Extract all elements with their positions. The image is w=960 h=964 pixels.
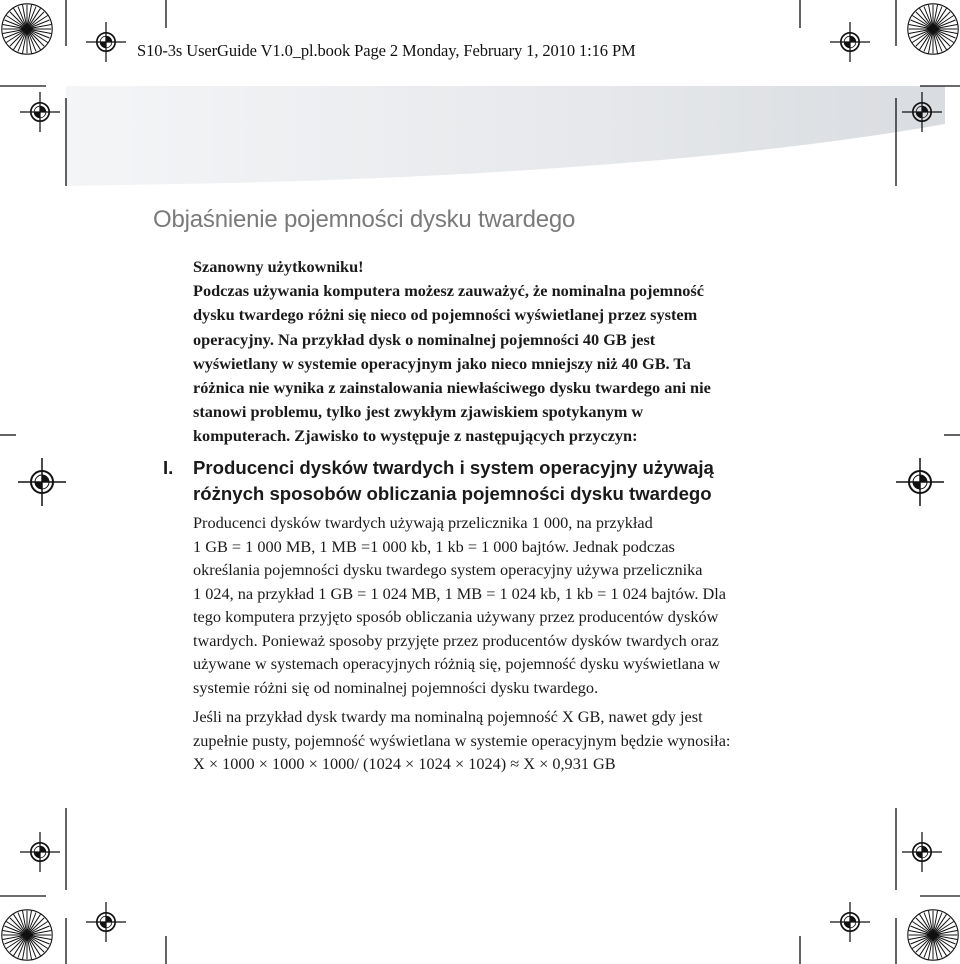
paragraph-line: Producenci dysków twardych używają przelicznika 1 000, na przykład: [193, 513, 653, 532]
registration-mark-bottom-left: [86, 902, 126, 942]
section-heading: [163, 455, 803, 507]
intro-line: różnica nie wynika z zainstalowania niewłaściwego dysku twardego ani nie: [193, 378, 711, 398]
section-title-line: różnych sposobów obliczania pojemności dysku twardego: [193, 483, 712, 504]
section-title-line: Producenci dysków twardych i system operacyjny używają: [193, 457, 714, 478]
page-title: Objaśnienie pojemności dysku twardego: [153, 206, 576, 233]
banner-swoosh: [66, 86, 945, 186]
registration-mark-left-middle: [18, 458, 66, 506]
body-paragraph-2: [193, 705, 813, 776]
body-paragraph-1: [193, 511, 813, 699]
paragraph-line: Jeśli na przykład dysk twardy ma nominalną pojemność X GB, nawet gdy jest: [193, 707, 703, 726]
book-header-info: S10-3s UserGuide V1.0_pl.book Page 2 Monday, February 1, 2010 1:16 PM: [137, 41, 636, 60]
registration-mark-left-upper: [20, 92, 60, 132]
paragraph-line: określania pojemności dysku twardego system operacyjny używa przelicznika: [193, 560, 703, 579]
intro-line: Podczas używania komputera możesz zauważyć, że nominalna pojemność: [193, 281, 704, 301]
formula-line: X × 1000 × 1000 × 1000/ (1024 × 1024 × 1024) ≈ X × 0,931 GB: [193, 754, 616, 773]
intro-line: dysku twardego różni się nieco od pojemności wyświetlanej przez system: [193, 305, 698, 325]
intro-line: Szanowny użytkowniku!: [193, 257, 364, 276]
intro-line: komputerach. Zjawisko to występuje z następujących przyczyn:: [193, 426, 638, 446]
paragraph-line: używane w systemach operacyjnych różnią się, pojemność dysku wyświetlana w: [193, 654, 721, 673]
registration-mark-top-left: [86, 22, 126, 62]
starburst-bottom-left: [2, 910, 52, 960]
paragraph-line: twardych. Ponieważ sposoby przyjęte przez producentów dysków twardych oraz: [193, 630, 719, 650]
paragraph-line: 1 024, na przykład 1 GB = 1 024 MB, 1 MB = 1 024 kb, 1 kb = 1 024 bajtów. Dla: [193, 583, 726, 603]
starburst-bottom-right: [908, 910, 958, 960]
registration-mark-right-lower: [902, 832, 942, 872]
section-number: I.: [163, 457, 174, 478]
intro-line: operacyjny. Na przykład dysk o nominalnej pojemności 40 GB jest: [193, 329, 656, 349]
registration-mark-left-lower: [20, 832, 60, 872]
registration-mark-bottom-right: [830, 902, 870, 942]
paragraph-line: zupełnie pusty, pojemność wyświetlana w systemie operacyjnym będzie wynosiła:: [193, 730, 731, 750]
starburst-top-right: [908, 4, 958, 54]
intro-line: wyświetlany w systemie operacyjnym jako nieco mniejszy niż 40 GB. Ta: [193, 353, 691, 373]
registration-mark-top-right: [830, 22, 870, 62]
registration-mark-right-middle: [896, 458, 944, 506]
intro-paragraph: [193, 255, 813, 449]
starburst-top-left: [2, 4, 52, 54]
intro-line: stanowi problemu, tylko jest zwykłym zjawiskiem spotykanym w: [193, 402, 644, 422]
paragraph-line: systemie różni się od nominalnej pojemności dysku twardego.: [193, 677, 599, 697]
paragraph-line: tego komputera przyjęto sposób obliczania używany przez producentów dysków: [193, 607, 719, 626]
paragraph-line: 1 GB = 1 000 MB, 1 MB =1 000 kb, 1 kb = 1 000 bajtów. Jednak podczas: [193, 536, 675, 556]
